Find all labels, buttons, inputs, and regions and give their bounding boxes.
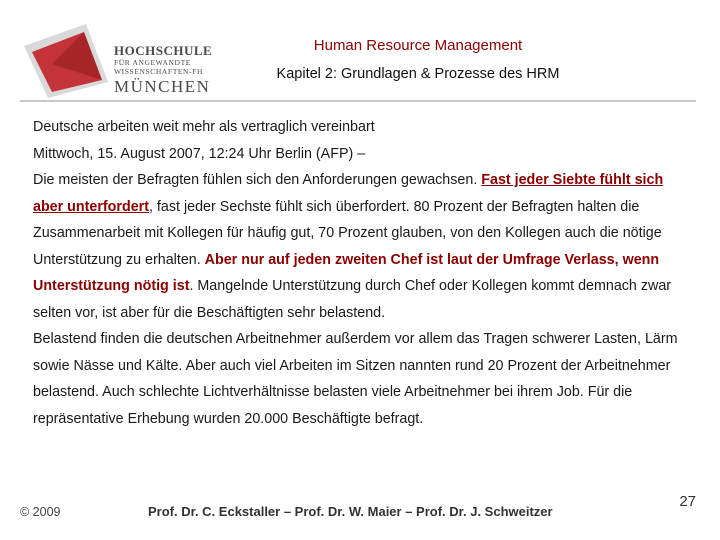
logo-line-3: WISSENSCHAFTEN-FH [114, 67, 203, 76]
slide-content [33, 114, 693, 432]
course-title: Human Resource Management [313, 37, 523, 54]
article-paragraph-2: Belastend finden die deutschen Arbeitnehmer außerdem vor allem das Tragen schwerer Lasten, Lärm sowie Nässe und Kälte. Aber auch viel Arbeiten im Sitzen nannten rund 20 Prozent der Arbeitnehmer belastend. Auch schlechte Lichtverhältnisse belasten viele Arbeitnehmer bei ihrem Job. Für die repräsentative Erhebung wurden 20.000 Beschäftigte befragt. [33, 331, 678, 427]
highlight-boss-support: Aber nur auf jeden zweiten Chef ist laut der Umfrage Verlass, wenn Unterstützung nötig ist [33, 251, 660, 294]
university-logo [22, 18, 212, 100]
copyright: © 2009 [20, 505, 61, 519]
logo-line-1: HOCHSCHULE [114, 43, 213, 58]
header-divider [20, 100, 696, 102]
article-paragraph-1 [33, 167, 693, 326]
logo-mark-icon [22, 18, 117, 100]
paragraph-1-text-c: , fast jeder Sechste fühlt sich überfordert. 80 Prozent der Befragten halten die Zusammenarbeit mit Kollegen für häufig gut, 70 Prozent glauben, von den Kollegen auch die nötige Unterstützung zu erhalten. [33, 198, 662, 268]
authors: Prof. Dr. C. Eckstaller – Prof. Dr. W. Maier – Prof. Dr. J. Schweitzer [148, 504, 553, 519]
chapter-title: Kapitel 2: Grundlagen & Prozesse des HRM [276, 66, 560, 82]
logo-line-4: MÜNCHEN [114, 77, 211, 96]
logo-wordmark [114, 44, 212, 97]
highlight-underchallenged: Fast jeder Siebte fühlt sich aber unterfordert [33, 172, 664, 215]
logo-line-2: FÜR ANGEWANDTE [114, 58, 191, 67]
paragraph-1-text-a: Die meisten der Befragten fühlen sich den Anforderungen gewachsen. [33, 172, 482, 188]
article-headline: Deutsche arbeiten weit mehr als vertraglich vereinbart [33, 119, 375, 135]
page-number: 27 [679, 493, 696, 510]
article-dateline: Mittwoch, 15. August 2007, 12:24 Uhr Berlin (AFP) – [33, 145, 366, 162]
paragraph-1-text-e: . Mangelnde Unterstützung durch Chef oder Kollegen kommt demnach zwar selten vor, ist aber für die Beschäftigten sehr belastend. [33, 278, 672, 321]
